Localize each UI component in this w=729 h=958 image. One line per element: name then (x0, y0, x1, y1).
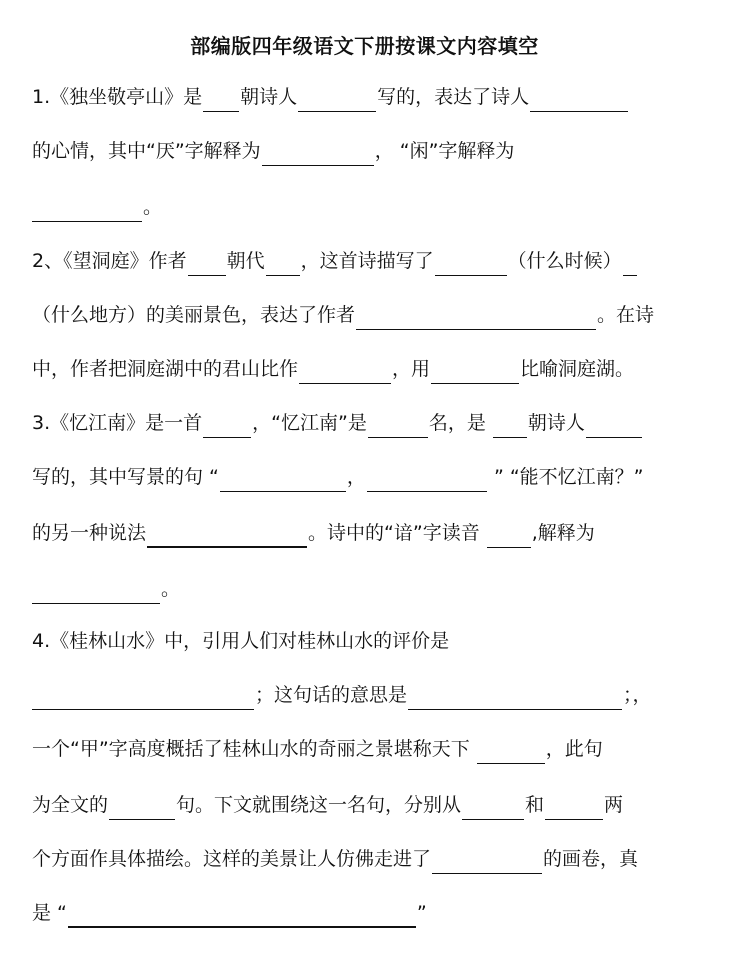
text-segment: （什么地方）的美丽景色，表达了作者 (32, 304, 356, 326)
answer-blank[interactable] (68, 904, 416, 928)
question-1-line-2 (32, 136, 702, 166)
text-segment: ；这句话的意思是 (255, 684, 408, 706)
text-segment: ，此句 (545, 738, 603, 760)
answer-blank[interactable] (367, 469, 487, 492)
text-segment: ，用 (392, 358, 431, 380)
question-4-line-5 (32, 844, 702, 874)
question-1-line-3 (32, 192, 702, 222)
text-segment: 2、《望洞庭》作者 (32, 250, 187, 272)
question-3-line-3 (32, 518, 702, 548)
text-segment: 。 (161, 578, 181, 600)
question-3-line-1 (32, 408, 702, 438)
answer-blank[interactable] (356, 307, 596, 330)
answer-blank[interactable] (109, 797, 175, 820)
answer-blank[interactable] (530, 89, 628, 112)
text-segment: 朝诗人 (527, 412, 585, 434)
answer-blank[interactable] (32, 581, 160, 604)
text-segment: 是 “ (32, 902, 67, 924)
answer-blank[interactable] (188, 253, 226, 276)
text-segment: 1.《独坐敬亭山》是 (32, 86, 203, 108)
text-segment: 为全文的 (32, 794, 109, 816)
question-2-line-2 (32, 300, 702, 330)
answer-blank[interactable] (623, 253, 637, 276)
answer-blank[interactable] (266, 253, 300, 276)
question-4-line-4 (32, 790, 702, 820)
text-segment: 。在诗 (597, 304, 655, 326)
text-segment: ” (416, 902, 427, 924)
text-segment: 4.《桂林山水》中，引用人们对桂林山水的评价是 (32, 630, 450, 652)
question-2-line-1 (32, 246, 702, 276)
text-segment: 中，作者把洞庭湖中的君山比作 (32, 358, 299, 380)
text-segment: ， “闲”字解释为 (374, 140, 515, 162)
answer-blank[interactable] (432, 851, 542, 874)
page-title: 部编版四年级语文下册按课文内容填空 (190, 34, 539, 58)
answer-blank[interactable] (147, 524, 307, 548)
text-segment: 写的，表达了诗人 (377, 86, 530, 108)
text-segment: 比喻洞庭湖。 (520, 358, 635, 380)
text-segment: 个方面作具体描绘。这样的美景让人仿佛走进了 (32, 848, 432, 870)
answer-blank[interactable] (32, 199, 142, 222)
answer-blank[interactable] (462, 797, 524, 820)
answer-blank[interactable] (477, 741, 545, 764)
answer-blank[interactable] (220, 469, 346, 492)
text-segment: 两 (604, 794, 624, 816)
question-1-line-1 (32, 82, 702, 112)
question-2-line-3 (32, 354, 702, 384)
text-segment: 句。下文就围绕这一名句，分别从 (176, 794, 462, 816)
answer-blank[interactable] (545, 797, 603, 820)
text-segment: ，“忆江南”是 (252, 412, 367, 434)
text-segment: ,解释为 (531, 522, 595, 544)
text-segment: 的心情，其中“厌”字解释为 (32, 140, 261, 162)
text-segment: 3.《忆江南》是一首 (32, 412, 203, 434)
text-segment: ；， (623, 684, 652, 706)
answer-blank[interactable] (487, 525, 531, 548)
text-segment: ，这首诗描写了 (300, 250, 434, 272)
text-segment: 名，是 (428, 412, 492, 434)
text-segment: 朝诗人 (240, 86, 298, 108)
text-segment: 。 (143, 196, 163, 218)
answer-blank[interactable] (203, 415, 251, 438)
text-segment: 和 (525, 794, 545, 816)
answer-blank[interactable] (435, 253, 507, 276)
answer-blank[interactable] (408, 687, 622, 710)
text-segment: 朝代 (226, 250, 265, 272)
text-segment: ， (346, 466, 366, 488)
answer-blank[interactable] (32, 687, 254, 710)
text-segment: （什么时候） (507, 250, 622, 272)
answer-blank[interactable] (299, 361, 391, 384)
answer-blank[interactable] (203, 89, 239, 112)
answer-blank[interactable] (586, 415, 642, 438)
answer-blank[interactable] (368, 415, 428, 438)
text-segment: 写的，其中写景的句 “ (32, 466, 219, 488)
text-segment: 的画卷，真 (543, 848, 639, 870)
question-4-line-1 (32, 626, 702, 656)
text-segment: 。诗中的“谙”字读音 (308, 522, 486, 544)
text-segment: ” “能不忆江南？” (487, 466, 644, 488)
answer-blank[interactable] (298, 89, 376, 112)
question-4-line-2 (32, 680, 702, 710)
question-4-line-6 (32, 898, 702, 928)
answer-blank[interactable] (262, 143, 374, 166)
answer-blank[interactable] (493, 415, 527, 438)
text-segment: 一个“甲”字高度概括了桂林山水的奇丽之景堪称天下 (32, 738, 476, 760)
question-3-line-2 (32, 462, 702, 492)
question-4-line-3 (32, 734, 702, 764)
text-segment: 的另一种说法 (32, 522, 147, 544)
question-3-line-4 (32, 574, 702, 604)
answer-blank[interactable] (431, 361, 519, 384)
